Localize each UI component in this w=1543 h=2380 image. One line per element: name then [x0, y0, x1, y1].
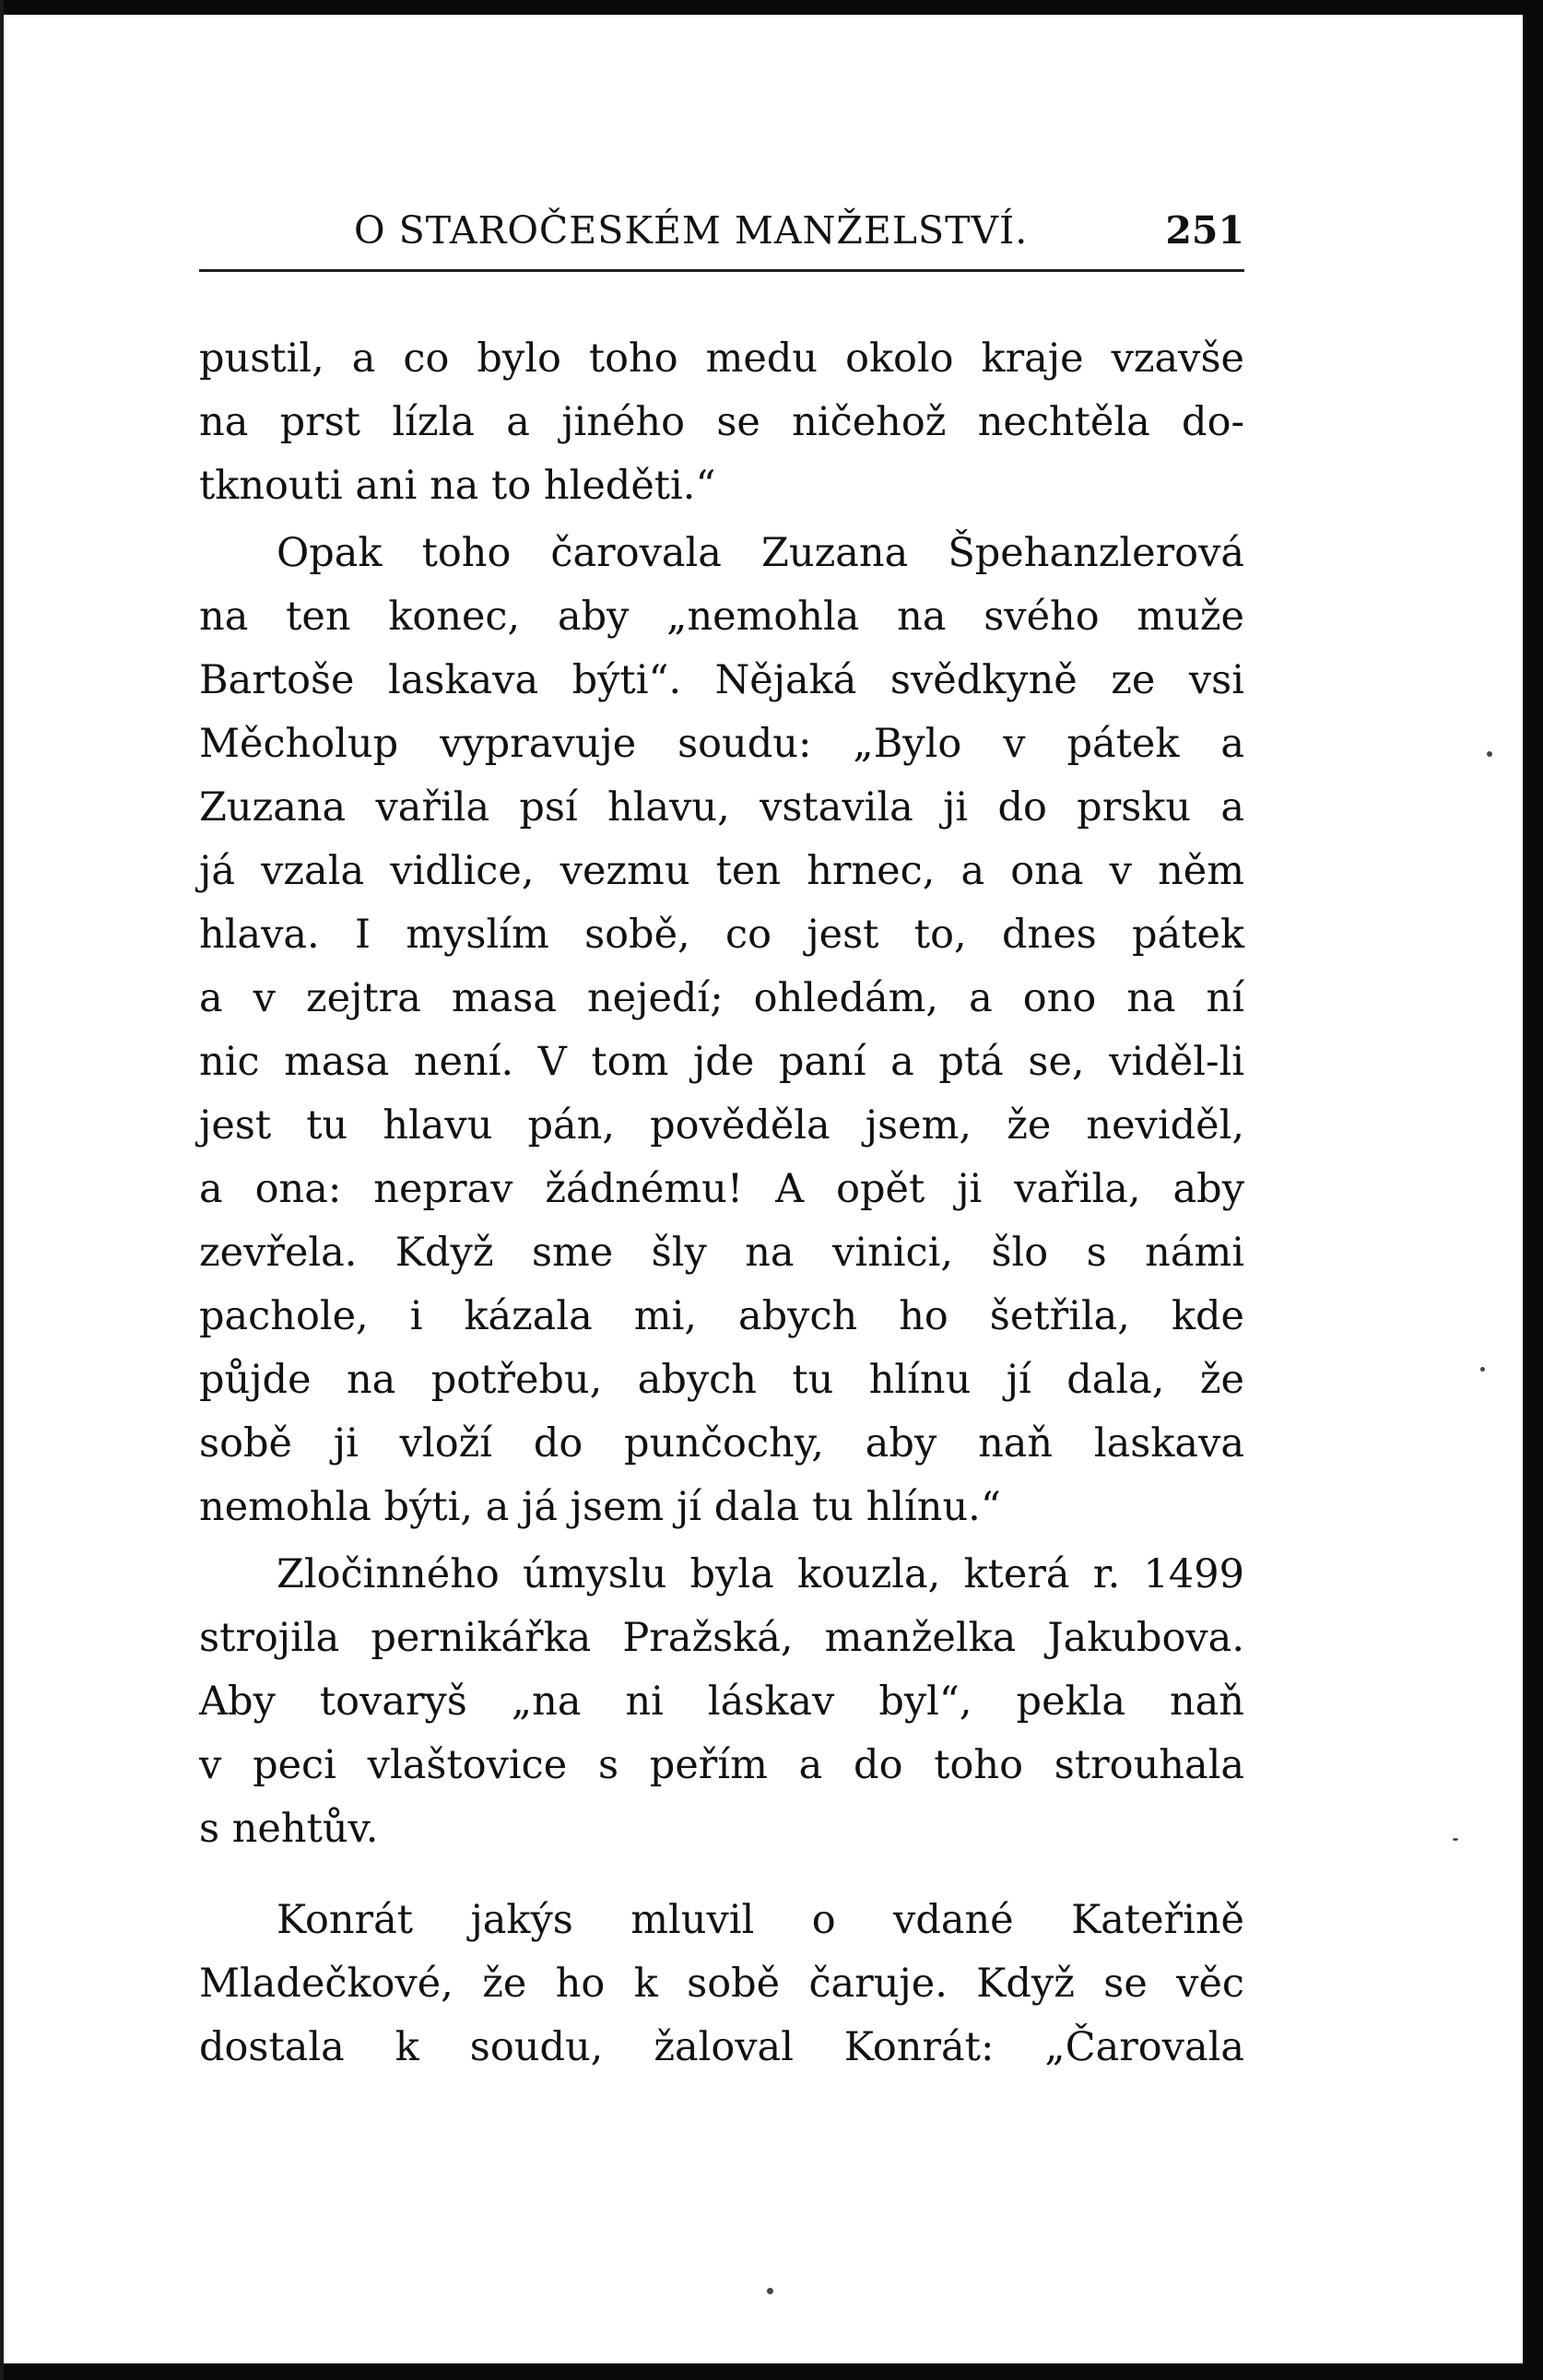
running-title: O STAROČESKÉM MANŽELSTVÍ.: [354, 208, 1029, 253]
text-line: Zuzana vařila psí hlavu, vstavila ji do prsku a: [199, 784, 1244, 831]
page-header: [199, 194, 1244, 258]
scan-border-right: [1523, 0, 1543, 2380]
text-line: já vzala vidlice, vezmu ten hrnec, a ona v něm: [199, 848, 1244, 894]
scan-border-top: [0, 0, 1543, 15]
text-line: nic masa není. V tom jde paní a ptá se, viděl-li: [199, 1039, 1244, 1085]
text-line: hlava. I myslím sobě, co jest to, dnes pátek: [199, 912, 1244, 958]
text-line: dostala k soudu, žaloval Konrát: „Čarovala: [199, 2024, 1244, 2070]
paragraph-1: [199, 327, 1244, 518]
scan-border-bottom: [0, 2363, 1543, 2380]
paragraph-4: [199, 1889, 1244, 2080]
page-number: 251: [1165, 208, 1244, 253]
text-line: tknouti ani na to hleděti.“: [199, 463, 716, 509]
text-line: Zločinného úmyslu byla kouzla, která r. 1499: [277, 1551, 1244, 1597]
text-line: na prst lízla a jiného se ničehož nechtěla do-: [199, 399, 1244, 445]
paragraph-2: [199, 522, 1244, 1539]
scan-speck: [1480, 1367, 1485, 1372]
text-line: na ten konec, aby „nemohla na svého muže: [199, 594, 1244, 640]
text-line: Měcholup vypravuje soudu: „Bylo v pátek a: [199, 721, 1244, 767]
text-line: v peci vlaštovice s peřím a do toho strouhala: [199, 1742, 1244, 1788]
text-line: Konrát jakýs mluvil o vdané Kateřině: [277, 1897, 1244, 1943]
scan-border-left: [0, 0, 4, 2380]
text-line: nemohla býti, a já jsem jí dala tu hlínu.“: [199, 1484, 1001, 1530]
text-line: Mladečkové, že ho k sobě čaruje. Když se věc: [199, 1961, 1244, 2007]
scan-speck: [1453, 1838, 1458, 1841]
text-line: sobě ji vloží do punčochy, aby naň laskava: [199, 1420, 1244, 1467]
text-line: s nehtův.: [199, 1806, 379, 1852]
text-line: jest tu hlavu pán, pověděla jsem, že neviděl,: [199, 1102, 1244, 1149]
scan-speck: [1487, 751, 1492, 757]
text-line: pachole, i kázala mi, abych ho šetřila, kde: [199, 1293, 1244, 1339]
header-rule: [199, 269, 1244, 272]
text-line: a v zejtra masa nejedí; ohledám, a ono na ní: [199, 975, 1244, 1021]
text-line: zevřela. Když sme šly na vinici, šlo s námi: [199, 1230, 1244, 1276]
text-line: půjde na potřebu, abych tu hlínu jí dala, že: [199, 1357, 1244, 1403]
scan-speck: [767, 2288, 773, 2294]
text-line: Opak toho čarovala Zuzana Špehanzlerová: [277, 530, 1244, 576]
paragraph-3: [199, 1543, 1244, 1861]
text-line: a ona: neprav žádnému! A opět ji vařila, aby: [199, 1166, 1244, 1212]
body-text: [199, 327, 1244, 2080]
text-line: Bartoše laskava býti“. Nějaká svědkyně ze vsi: [199, 657, 1244, 703]
text-line: Aby tovaryš „na ni láskav byl“, pekla naň: [199, 1679, 1244, 1725]
text-line: pustil, a co bylo toho medu okolo kraje vzavše: [199, 336, 1244, 382]
text-line: strojila pernikářka Pražská, manželka Jakubova.: [199, 1615, 1244, 1661]
